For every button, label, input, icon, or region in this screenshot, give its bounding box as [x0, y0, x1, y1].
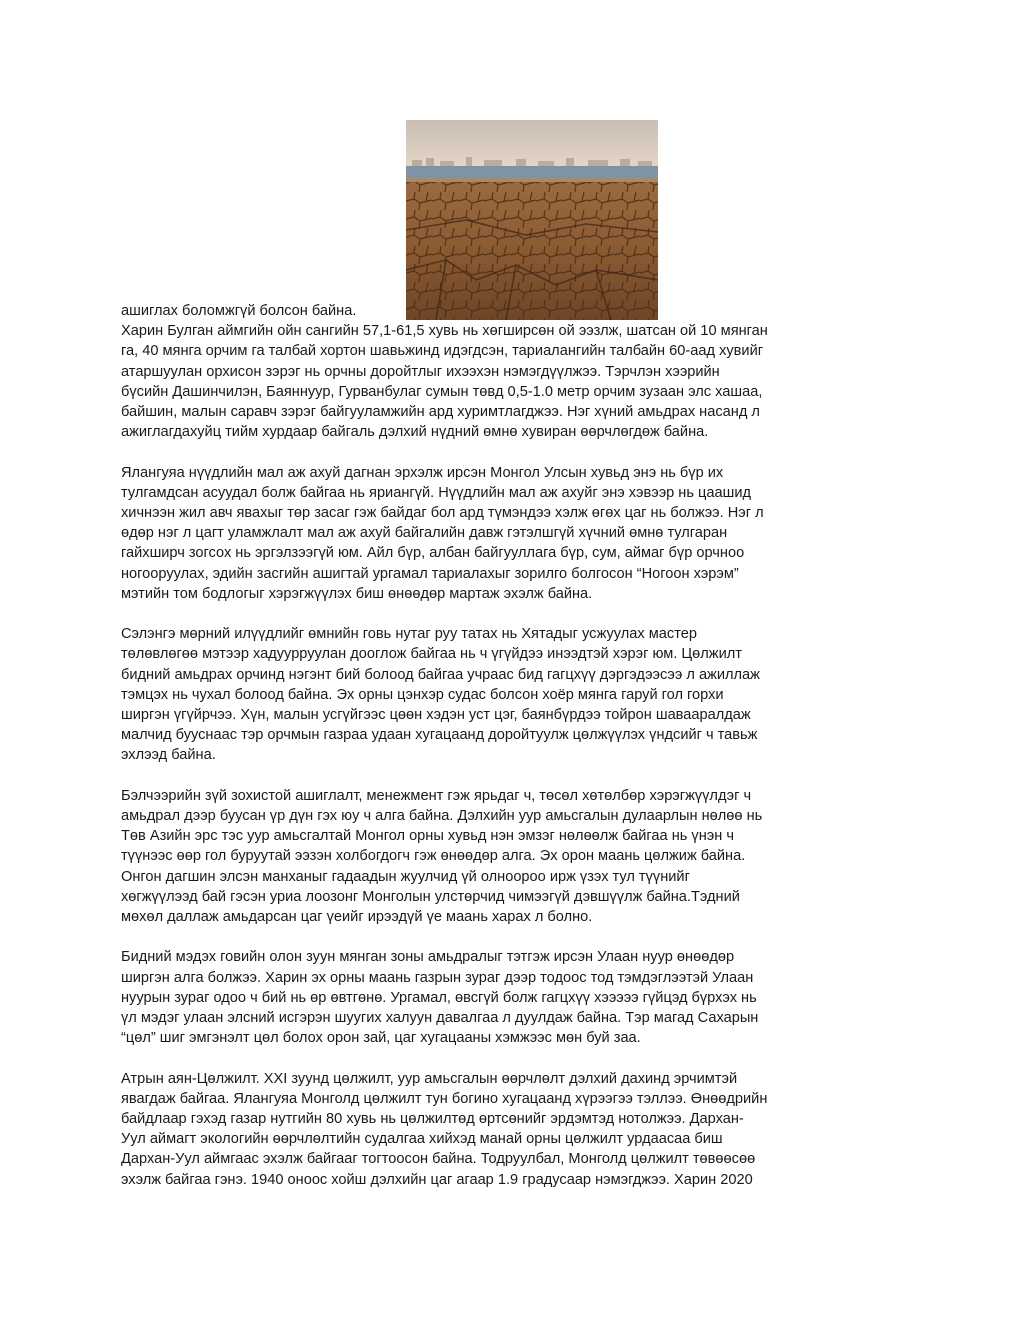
text-line: Сэлэнгэ мөрний илүүдлийг өмнийн говь нутаг руу татах нь Хятадыг усжуулах мастер — [121, 626, 697, 643]
text-line: га, 40 мянга орчим га талбай хортон шавьжинд идэгдсэн, тариалангийн талбайн 60-аад хувийг — [121, 343, 764, 360]
text-line: байшин, малын саравч зэрэг байгууламжийн ард хуримтлагджээ. Нэг хүний амьдрах насанд л — [121, 404, 760, 421]
text-line: Ялангуяа нүүдлийн мал аж ахуй дагнан эрхэлж ирсэн Монгол Улсын хувьд энэ нь бүр их — [121, 464, 724, 481]
text-line: ногооруулах, эдийн засгийн ашигтай ургамал тариалахыг зорилго болгосон “Ногоон хэрэм” — [121, 565, 739, 582]
paragraph — [121, 624, 913, 765]
paragraph — [121, 1069, 913, 1190]
text-line: эхэлж байгаа гэнэ. 1940 оноос хойш дэлхийн цаг агаар 1.9 градусаар нэмэгджээ. Харин 2020 — [121, 1171, 753, 1188]
text-line: тэмцэх нь чухал болоод байна. Эх орны цэнхэр судас болсон хоёр мянга гаруй гол горхи — [121, 686, 724, 703]
cracked-earth-photo — [406, 120, 658, 320]
text-line: хөгжүүлээд бай гэсэн уриа лоозонг Монголын улстөрчид чимээгүй дэвшүүлж байна.Тэдний — [121, 888, 740, 905]
text-line: түүнээс өөр гол буруутай ээзэн холбогдогч гэж өнөөдөр алга. Эх орон маань цөлжиж байна. — [121, 848, 746, 865]
text-line: ширгэн үгүйрчээ. Хүн, малын усгүйгээс цөөн хэдэн уст цэг, баянбүрдээ тойрон шавааралдаж — [121, 707, 751, 724]
text-line: Дархан-Уул аймгаас эхэлж байгааг тогтоосон байна. Тодруулбал, Монголд цөлжилт төвөөсөө — [121, 1151, 756, 1168]
text-line: байдлаар гэхэд газар нутгийн 80 хувь нь цөлжилтөд өртсөнийг эрдэмтэд нотолжээ. Дархан- — [121, 1111, 744, 1128]
text-line: амьдрал дээр буусан үр дүн гэх юу ч алга байна. Дэлхийн уур амьсгалын дулаарлын нөлөө нь — [121, 808, 763, 825]
text-line: үл мэдэг улаан элсний исгэрэн шуугих халуун давалгаа л дуулдаж байна. Тэр магад Сахарын — [121, 1010, 759, 1027]
text-line: гайхширч зогсох нь эргэлзээгүй юм. Айл бүр, албан байгууллага бүр, сум, аймаг бүр орчноо — [121, 545, 745, 562]
text-line: “цөл” шиг эмгэнэлт цөл болох орон зай, цаг хугацааны хэмжээс мөн буй заа. — [121, 1030, 641, 1047]
article-text — [121, 301, 913, 1210]
paragraph-list — [121, 321, 913, 1190]
paragraph — [121, 321, 913, 442]
text-line: Атрын аян-Цөлжилт. XXI зуунд цөлжилт, уур амьсгалын өөрчлөлт дэлхий дахинд эрчимтэй — [121, 1070, 738, 1087]
text-line: өдөр нэг л цагт уламжлалт мал аж ахуй байгалийн давж гэтэлшгүй хүчний өмнө тулгаран — [121, 525, 728, 542]
text-line: Бидний мэдэх говийн олон зуун мянган зоны амьдралыг тэтгэж ирсэн Улаан нуур өнөөдөр — [121, 949, 735, 966]
text-line: Бэлчээрийн зүй зохистой ашиглалт, менежмент гэж ярьдаг ч, төсөл хөтөлбөр хэрэгжүүлдэг ч — [121, 787, 752, 804]
paragraph — [121, 786, 913, 927]
text-line: Уул аймагт экологийн өөрчлөлтийн судалгаа хийхэд манай орны цөлжилт урдаасаа биш — [121, 1131, 723, 1148]
text-line: Онгон дагшин элсэн манханыг гадаадын жуулчид үй олноороо ирж үзэх тул түүнийг — [121, 868, 690, 885]
text-line: мөхөл даллаж амьдарсан цаг үеийг ирээдүй үе маань харах л болно. — [121, 909, 593, 926]
text-line: ажиглагдахуйц тийм хурдаар байгаль дэлхий нүдний өмнө хувиран өөрчлөгдөж байна. — [121, 424, 709, 441]
paragraph — [121, 463, 913, 604]
text-line: явагдаж байгаа. Ялангуяа Монголд цөлжилт тун богино хугацаанд хүрээгээ тэллээ. Өнөөдрийн — [121, 1090, 768, 1107]
text-line: Харин Булган аймгийн ойн сангийн 57,1-61,5 хувь нь хөгширсөн ой ээзлж, шатсан ой 10 мянган — [121, 323, 768, 340]
text-line: Төв Азийн эрс тэс уур амьсгалтай Монгол орны хувьд нэн эмзэг нөлөөлж байгаа нь үнэн ч — [121, 828, 734, 845]
continuation-line: ашиглах боломжгүй болсон байна. — [121, 303, 357, 319]
text-line: нуурын зураг одоо ч бий нь өр өвтгөнө. Ургамал, өвсгүй болж гагцхүү хэээээ гүйцэд бүрхэх нь — [121, 989, 757, 1006]
text-line: ширгэн алга болжээ. Харин эх орны маань газрын зураг дээр тодоос тод тэмдэглээтэй Улаан — [121, 969, 754, 986]
text-line: малчид бууснаас тэр орчмын газраа удаан хугацаанд доройтуулж цөлжүүлэх үндсийг ч тавьж — [121, 727, 758, 744]
text-line: бидний амьдрах орчинд нэгэнт бий болоод байгаа учраас бид гагцхүү дэргэдээсээ л ажиллаж — [121, 666, 760, 683]
paragraph — [121, 947, 913, 1048]
text-line: атаршуулан орхисон зэрэг нь орчны доройтлыг ихээхэн нэмэгдүүлжээ. Тэрчлэн хээрийн — [121, 363, 720, 380]
text-line: төлөвлөгөө мэтээр хадуурруулан дооглож байгаа нь ч үгүйдээ инээдтэй хэрэг юм. Цөлжилт — [121, 646, 742, 663]
text-line: хичнээн жил авч явахыг төр засаг гэж байдаг бол ард түмэндээ хэлж өгөх цаг нь болжээ. Нэг л — [121, 505, 764, 522]
text-line: мэтийн том бодлогыг хэрэгжүүлэх биш өнөөдөр мартаж эхэлж байна. — [121, 585, 593, 602]
photo-illustration — [406, 120, 658, 320]
text-line: тулгамдсан асуудал болж байгаа нь яриангүй. Нүүдлийн мал аж ахуйг энэ хэвээр нь цаашид — [121, 484, 751, 501]
text-line: бүсийн Дашинчилэн, Баяннуур, Гурванбулаг сумын төвд 0,5-1.0 метр орчим зузаан элс хашаа, — [121, 383, 763, 400]
text-line: эхлээд байна. — [121, 747, 216, 764]
